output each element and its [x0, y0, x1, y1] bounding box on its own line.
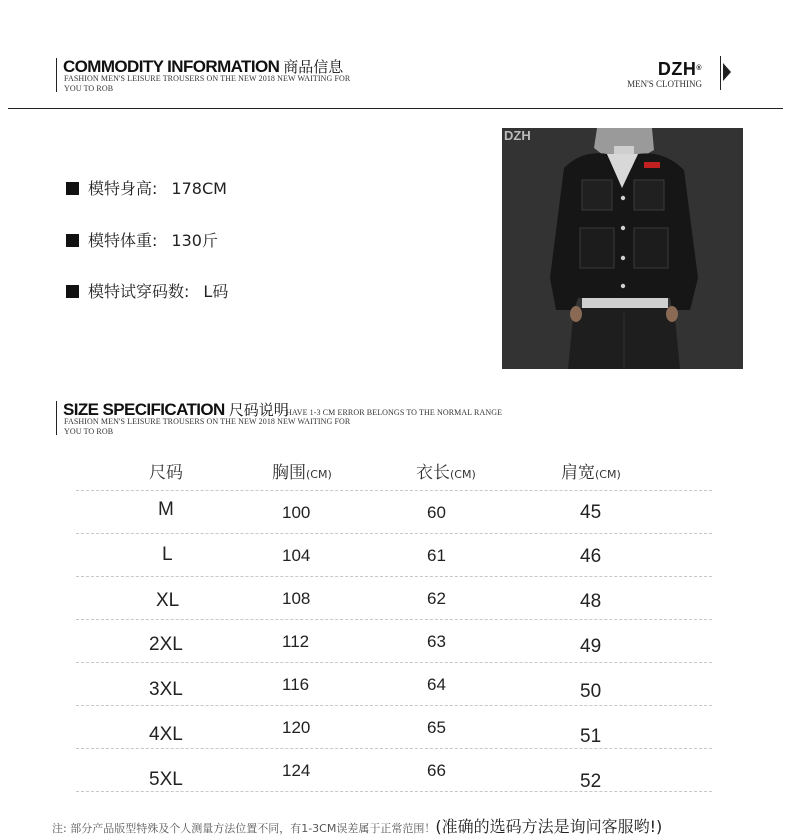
commodity-subtitle: FASHION MEN'S LEISURE TROUSERS ON THE NEW 2018 NEW WAITING FOR YOU TO ROB — [64, 74, 351, 93]
model-photo-image — [502, 128, 743, 369]
size-spec-title: SIZE SPECIFICATION 尺码说明 — [63, 400, 289, 419]
model-photo — [502, 128, 743, 369]
cell-shoulder: 52 — [580, 771, 602, 792]
section-marker-bar — [56, 401, 57, 435]
model-size: 模特试穿码数: L码 — [66, 279, 228, 302]
size-spec-subtitle: FASHION MEN'S LEISURE TROUSERS ON THE NEW 2018 NEW WAITING FOR YOU TO ROB — [64, 417, 351, 436]
column-header-chest: 胸围(CM) — [272, 463, 332, 483]
cell-size: 5XL — [149, 769, 183, 790]
commodity-title-cn: 商品信息 — [283, 59, 344, 76]
row-divider — [76, 576, 712, 577]
column-header-length: 衣长(CM) — [416, 463, 476, 483]
cell-size: 3XL — [149, 679, 183, 700]
bullet-square-icon — [66, 182, 79, 195]
footer-note-large: (准确的选码方法是询问客服哟!) — [435, 817, 663, 836]
cell-size: 2XL — [149, 634, 183, 655]
cell-size: L — [162, 544, 173, 565]
row-divider — [76, 791, 712, 792]
column-header-size: 尺码 — [149, 463, 183, 483]
cell-chest: 112 — [282, 632, 310, 651]
brand-logo: DZH® — [657, 59, 702, 79]
cell-shoulder: 46 — [580, 546, 602, 567]
cell-length: 66 — [427, 761, 446, 780]
cell-shoulder: 51 — [580, 726, 602, 747]
cell-shoulder: 50 — [580, 681, 602, 702]
cell-chest: 124 — [282, 761, 311, 780]
brand-divider — [720, 56, 721, 90]
brand-subtitle: MEN'S CLOTHING — [627, 79, 702, 89]
cell-length: 60 — [427, 503, 446, 522]
cell-chest: 100 — [282, 503, 311, 522]
cell-chest: 104 — [282, 546, 311, 565]
model-weight: 模特体重: 130斤 — [66, 228, 218, 251]
row-divider — [76, 705, 712, 706]
row-divider — [76, 490, 712, 491]
cell-chest: 116 — [282, 675, 310, 694]
bullet-square-icon — [66, 234, 79, 247]
cell-shoulder: 45 — [580, 502, 602, 523]
cell-size: 4XL — [149, 724, 183, 745]
cell-size: XL — [156, 590, 180, 611]
model-height: 模特身高: 178CM — [66, 176, 227, 199]
column-header-shoulder: 肩宽(CM) — [561, 463, 621, 483]
row-divider — [76, 662, 712, 663]
cell-chest: 108 — [282, 589, 311, 608]
cell-length: 63 — [427, 632, 446, 651]
cell-shoulder: 48 — [580, 591, 602, 612]
row-divider — [76, 748, 712, 749]
size-spec-title-cn: 尺码说明 — [228, 402, 289, 419]
cell-length: 64 — [427, 675, 446, 694]
cell-length: 62 — [427, 589, 446, 608]
arrow-right-icon — [723, 63, 731, 81]
cell-length: 61 — [427, 546, 446, 565]
cell-size: M — [158, 499, 174, 520]
commodity-title: COMMODITY INFORMATION 商品信息 — [63, 57, 344, 76]
cell-chest: 120 — [282, 718, 311, 737]
header-divider — [8, 108, 783, 109]
size-spec-note: HAVE 1-3 CM ERROR BELONGS TO THE NORMAL RANGE — [286, 408, 503, 417]
section-marker-bar — [56, 58, 57, 92]
row-divider — [76, 619, 712, 620]
cell-shoulder: 49 — [580, 636, 602, 657]
footer-note-small: 注: 部分产品版型特殊及个人测量方法位置不同，有1-3CM误差属于正常范围！ — [52, 822, 436, 835]
row-divider — [76, 533, 712, 534]
bullet-square-icon — [66, 285, 79, 298]
footer-note — [52, 814, 662, 837]
brand-block — [627, 60, 702, 90]
cell-length: 65 — [427, 718, 446, 737]
photo-brand-text: DZH — [504, 128, 531, 143]
